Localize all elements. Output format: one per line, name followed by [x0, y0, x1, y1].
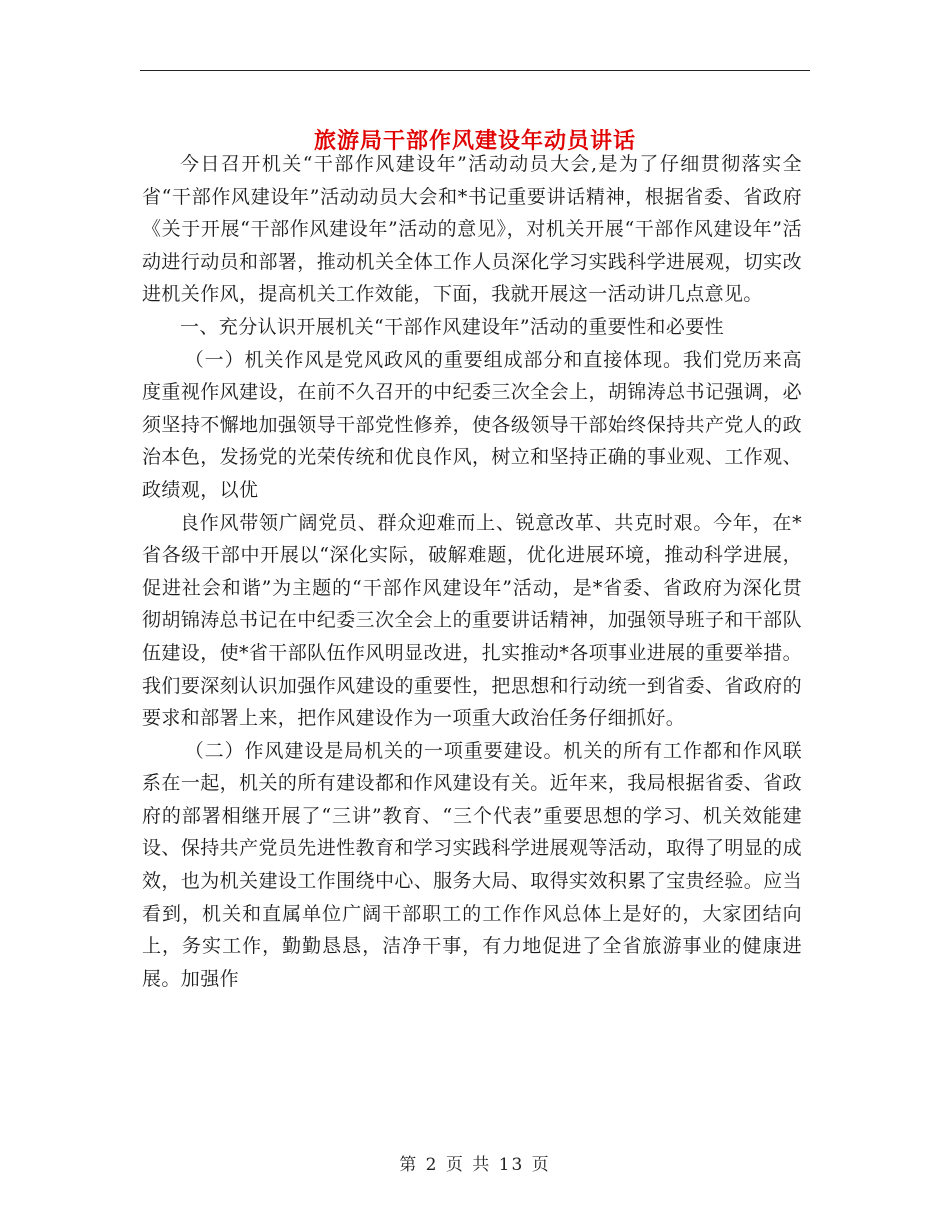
paragraph-subsection-2: （二）作风建设是局机关的一项重要建设。机关的所有工作都和作风联系在一起，机关的所有建设都和作风建设有关。近年来，我局根据省委、省政府的部署相继开展了“三讲”教育、“三个代表”重要思想的学习、机关效能建设、保持共产党员先进性教育和学习实践科学进展观等活动，取得了明显的成效，也为机关建设工作围绕中心、服务大局、取得实效积累了宝贵经验。应当看到，机关和直属单位广阔干部职工的工作作风总体上是好的，大家团结向上，务实工作，勤勤恳恳，洁净干事，有力地促进了全省旅游事业的健康进展。加强作 — [142, 739, 802, 990]
paragraph-subsection-1: （一）机关作风是党风政风的重要组成部分和直接体现。我们党历来高度重视作风建设，在前不久召开的中纪委三次全会上，胡锦涛总书记强调，必须坚持不懈地加强领导干部党性修养，使各级领导干部始终保持共产党人的政治本色，发扬党的光荣传统和优良作风，树立和坚持正确的事业观、工作观、政绩观，以优 — [142, 348, 802, 501]
header-rule — [140, 70, 810, 71]
document-title: 旅游局干部作风建设年动员讲话 — [313, 127, 636, 154]
paragraph-intro: 今日召开机关“干部作风建设年”活动动员大会,是为了仔细贯彻落实全省“干部作风建设年”活动动员大会和*书记重要讲话精神，根据省委、省政府《关于开展“干部作风建设年”活动的意见》，对机关开展“干部作风建设年”活动进行动员和部署，推动机关全体工作人员深化学习实践科学进展观，切实改进机关作风，提高机关工作效能，下面，我就开展这一活动讲几点意见。 — [142, 153, 802, 306]
document-body — [142, 148, 802, 995]
paragraph-continuation: 良作风带领广阔党员、群众迎难而上、锐意改革、共克时艰。今年，在*省各级干部中开展以“深化实际，破解难题，优化进展环境，推动科学进展，促进社会和谐”为主题的“干部作风建设年”活动，是*省委、省政府为深化贯彻胡锦涛总书记在中纪委三次全会上的重要讲话精神，加强领导班子和干部队伍建设，使*省干部队伍作风明显改进，扎实推动*各项事业进展的重要举措。我们要深刻认识加强作风建设的重要性，把思想和行动统一到省委、省政府的要求和部署上来，把作风建设作为一项重大政治任务仔细抓好。 — [142, 511, 803, 730]
section-heading-1: 一、充分认识开展机关“干部作风建设年”活动的重要性和必要性 — [180, 315, 725, 338]
page-number: 第 2 页 共 13 页 — [399, 1155, 551, 1175]
